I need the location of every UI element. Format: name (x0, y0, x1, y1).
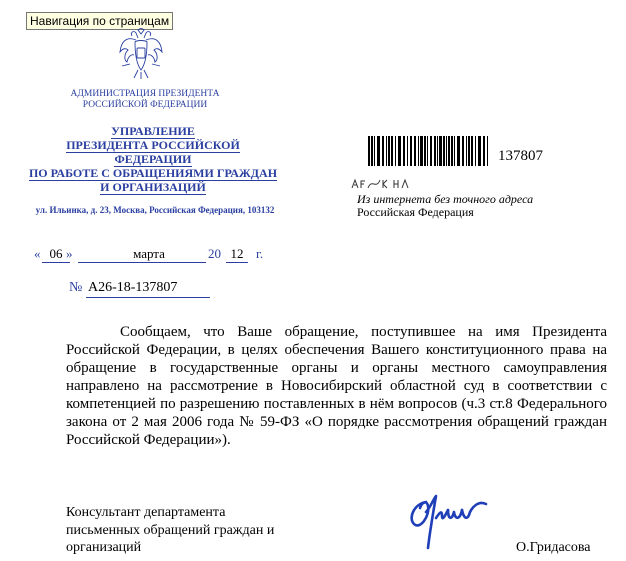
date-day: 06 (49, 246, 63, 261)
barcode-bar (437, 136, 438, 166)
barcode-bar (418, 136, 419, 166)
date-open-quote: « (34, 246, 41, 261)
department-name (28, 124, 278, 194)
barcode-bar (483, 136, 485, 166)
barcode-bar (368, 136, 370, 166)
barcode-bar (439, 136, 442, 166)
barcode-number: 137807 (498, 148, 543, 164)
barcode-bar (454, 136, 455, 166)
redacted-name-graphic (350, 176, 420, 192)
handwritten-signature (406, 490, 490, 550)
reference-number: А26-18-137807 (88, 280, 178, 295)
barcode-bar (446, 136, 447, 166)
dept-line-2: ПРЕЗИДЕНТА РОССИЙСКОЙ ФЕДЕРАЦИИ (66, 138, 240, 166)
barcode-bar (451, 136, 453, 166)
date-month-underline (78, 262, 206, 263)
navigation-tooltip: Навигация по страницам (26, 12, 173, 30)
barcode-bar (430, 136, 432, 166)
barcode-bar (443, 136, 445, 166)
barcode (366, 136, 490, 168)
barcode-bar (407, 136, 408, 166)
admin-line-2: РОССИЙСКОЙ ФЕДЕРАЦИИ (82, 100, 208, 110)
barcode-bar (487, 136, 488, 166)
barcode-bar (382, 136, 384, 166)
barcode-bar (427, 136, 428, 166)
signer-title-line-3: организаций (66, 540, 142, 555)
barcode-bar (395, 136, 396, 166)
barcode-bar (471, 136, 473, 166)
barcode-bar (386, 136, 387, 166)
barcode-bar (403, 136, 405, 166)
reference-number-label: № (69, 280, 83, 295)
date-day-underline (42, 262, 70, 263)
date-month: марта (133, 246, 165, 261)
barcode-bar (466, 136, 467, 166)
barcode-bar (448, 136, 450, 166)
letter-body: Сообщаем, что Ваше обращение, поступившее на имя Президента Российской Федерации, в целях обеспечения Вашего конституционного права на обращение в государственные органы и органы местного самоуправления направлено на рассмотрение в Новосибирский областной суд в соответствии с компетенцией по разрешению поставленных в нём вопросов (ч.3 ст.8 Федерального закона от 2 мая 2006 года № 59-ФЗ «О порядке рассмотрения обращений граждан Российской Федерации»). (66, 324, 607, 448)
sender-address: ул. Ильинка, д. 23, Москва, Российская Федерация, 103132 (35, 205, 275, 215)
barcode-bar (371, 136, 373, 166)
recipient-address (357, 193, 533, 219)
date-year-underline (226, 262, 248, 263)
signer-title-line-2: письменных обращений граждан и (66, 522, 275, 538)
barcode-bar (462, 136, 464, 166)
date-year-prefix: 20 (208, 246, 221, 261)
barcode-bar (424, 136, 426, 166)
date-close-quote: » (66, 246, 73, 261)
signer-title (66, 504, 326, 557)
barcode-bar (420, 136, 423, 166)
recipient-line-2: Российская Федерация (357, 205, 474, 219)
barcode-bar (457, 136, 460, 166)
barcode-bar (374, 136, 375, 166)
dept-line-4: И ОРГАНИЗАЦИЙ (100, 180, 206, 194)
russian-double-headed-eagle-icon (118, 28, 164, 80)
barcode-bar (434, 136, 436, 166)
barcode-bar (377, 136, 380, 166)
barcode-bar (388, 136, 390, 166)
barcode-bar (478, 136, 481, 166)
date-year-suffix: 12 (230, 246, 244, 261)
reference-underline (86, 297, 210, 298)
barcode-bar (410, 136, 412, 166)
date-year-abbr: г. (256, 246, 264, 261)
administration-name (60, 89, 230, 111)
dept-line-1: УПРАВЛЕНИЕ (111, 124, 195, 138)
barcode-bar (398, 136, 401, 166)
barcode-bar (468, 136, 470, 166)
dept-line-3: ПО РАБОТЕ С ОБРАЩЕНИЯМИ ГРАЖДАН (28, 166, 278, 180)
barcode-bar (414, 136, 416, 166)
barcode-bar (391, 136, 393, 166)
signer-name: О.Гридасова (516, 540, 591, 555)
admin-line-1: АДМИНИСТРАЦИЯ ПРЕЗИДЕНТА (70, 89, 220, 99)
recipient-line-1: Из интернета без точного адреса (357, 192, 534, 206)
barcode-bar (475, 136, 476, 166)
signer-title-line-1: Консультант департамента (66, 505, 226, 520)
